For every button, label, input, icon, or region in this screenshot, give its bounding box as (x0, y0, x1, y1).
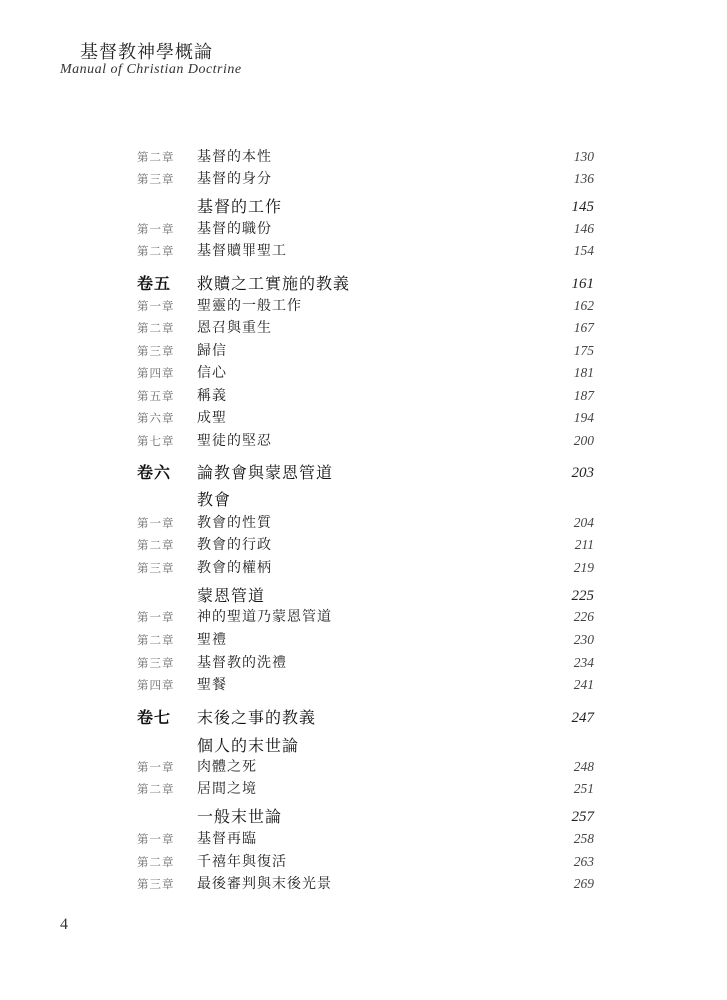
toc-title: 基督贖罪聖工 (197, 243, 287, 259)
toc-title: 基督的身分 (197, 171, 272, 187)
toc-label: 第三章 (137, 877, 175, 891)
toc-title: 恩召與重生 (197, 320, 272, 336)
toc-chapter-row (0, 407, 727, 429)
toc-label: 第三章 (137, 561, 175, 575)
toc-chapter-row (0, 534, 727, 556)
toc-label: 第三章 (137, 344, 175, 358)
toc-page-number: 154 (573, 243, 594, 258)
toc-title: 蒙恩管道 (197, 586, 266, 605)
toc-page-number: 175 (573, 343, 594, 358)
toc-page-number: 230 (573, 632, 594, 647)
toc-title: 肉體之死 (197, 759, 257, 775)
toc-page-number: 269 (573, 876, 594, 891)
toc-title: 教會的行政 (197, 537, 272, 553)
toc-title: 基督的本性 (197, 149, 272, 165)
toc-section-row (0, 806, 727, 828)
toc-page-number: 241 (573, 677, 594, 692)
running-header-en: Manual of Christian Doctrine (60, 62, 242, 77)
toc-page-number: 187 (573, 388, 594, 403)
toc-title: 末後之事的教義 (197, 708, 317, 727)
toc-label: 第七章 (137, 434, 175, 448)
toc-section-row (0, 196, 727, 218)
toc-label: 第三章 (137, 656, 175, 670)
toc-label: 卷六 (137, 463, 172, 482)
running-header-cn: 基督教神學概論 (80, 42, 213, 63)
toc-page-number: 200 (573, 433, 594, 448)
toc-chapter-row (0, 873, 727, 895)
toc-title: 最後審判與末後光景 (197, 876, 332, 892)
toc-label: 第二章 (137, 538, 175, 552)
toc-label: 第一章 (137, 299, 175, 313)
toc-page-number: 204 (573, 515, 594, 530)
toc-page-number: 161 (571, 276, 594, 292)
toc-chapter-row (0, 317, 727, 339)
toc-chapter-row (0, 218, 727, 240)
toc-title: 基督教的洗禮 (197, 655, 287, 671)
toc-label: 第四章 (137, 678, 175, 692)
toc-label: 卷七 (137, 708, 172, 727)
toc-chapter-row (0, 362, 727, 384)
toc-title: 基督的工作 (197, 197, 283, 216)
toc-title: 聖餐 (197, 677, 227, 693)
toc-label: 第一章 (137, 516, 175, 530)
toc-title: 歸信 (197, 343, 227, 359)
toc-chapter-row (0, 652, 727, 674)
toc-title: 救贖之工實施的教義 (197, 274, 351, 293)
toc-chapter-row (0, 606, 727, 628)
toc-chapter-row (0, 146, 727, 168)
toc-page-number: 203 (571, 465, 594, 481)
toc-page-number: 257 (571, 809, 594, 825)
toc-page-number: 181 (573, 365, 594, 380)
toc-chapter-row (0, 512, 727, 534)
toc-page-number: 162 (573, 298, 594, 313)
toc-label: 第三章 (137, 172, 175, 186)
toc-page-number: 211 (574, 537, 594, 552)
toc-title: 聖靈的一般工作 (197, 298, 302, 314)
toc-title: 教會的性質 (197, 515, 272, 531)
toc-page-number: 130 (573, 149, 594, 164)
toc-title: 基督的職份 (197, 221, 272, 237)
toc-chapter-row (0, 851, 727, 873)
toc-title: 居間之境 (197, 781, 257, 797)
toc-page-number: 136 (573, 171, 594, 186)
toc-label: 第四章 (137, 366, 175, 380)
toc-page-number: 225 (571, 588, 594, 604)
toc-page-number: 258 (573, 831, 594, 846)
toc-title: 信心 (197, 365, 227, 381)
toc-title: 教會的權柄 (197, 560, 272, 576)
toc-volume-row (0, 462, 727, 484)
toc-chapter-row (0, 168, 727, 190)
toc-label: 第二章 (137, 244, 175, 258)
toc-chapter-row (0, 756, 727, 778)
toc-volume-row (0, 707, 727, 729)
toc-chapter-row (0, 430, 727, 452)
toc-title: 論教會與蒙恩管道 (197, 463, 334, 482)
toc-page-number: 219 (573, 560, 594, 575)
toc-title: 一般末世論 (197, 807, 283, 826)
toc-title: 聖禮 (197, 632, 227, 648)
toc-title: 千禧年與復活 (197, 854, 287, 870)
toc-section-row (0, 735, 727, 757)
toc-chapter-row (0, 295, 727, 317)
toc-page-number: 251 (573, 781, 594, 796)
toc-section-row (0, 489, 727, 511)
toc-label: 第二章 (137, 321, 175, 335)
toc-chapter-row (0, 629, 727, 651)
toc-label: 第二章 (137, 782, 175, 796)
toc-chapter-row (0, 340, 727, 362)
toc-section-row (0, 585, 727, 607)
toc-page-number: 234 (573, 655, 594, 670)
toc-label: 第六章 (137, 411, 175, 425)
toc-chapter-row (0, 778, 727, 800)
toc-chapter-row (0, 240, 727, 262)
toc-title: 神的聖道乃蒙恩管道 (197, 609, 332, 625)
toc-page-number: 263 (573, 854, 594, 869)
toc-volume-row (0, 273, 727, 295)
toc-label: 第一章 (137, 832, 175, 846)
toc-page-number: 146 (573, 221, 594, 236)
page-number: 4 (60, 916, 68, 933)
toc-label: 第一章 (137, 222, 175, 236)
toc-chapter-row (0, 385, 727, 407)
toc-page-number: 167 (573, 320, 594, 335)
toc-page-number: 226 (573, 609, 594, 624)
toc-title: 個人的末世論 (197, 736, 300, 755)
toc-page-number: 247 (571, 710, 594, 726)
toc-label: 第二章 (137, 855, 175, 869)
toc-title: 稱義 (197, 388, 227, 404)
toc-title: 聖徒的堅忍 (197, 433, 272, 449)
toc-title: 基督再臨 (197, 831, 257, 847)
toc-label: 第五章 (137, 389, 175, 403)
toc-page-number: 145 (571, 199, 594, 215)
toc-chapter-row (0, 828, 727, 850)
toc-label: 第二章 (137, 633, 175, 647)
toc-chapter-row (0, 674, 727, 696)
toc-label: 第二章 (137, 150, 175, 164)
toc-label: 第一章 (137, 760, 175, 774)
toc-chapter-row (0, 557, 727, 579)
toc-title: 成聖 (197, 410, 227, 426)
toc-page-number: 248 (573, 759, 594, 774)
toc-label: 第一章 (137, 610, 175, 624)
toc-title: 教會 (197, 490, 232, 509)
toc-label: 卷五 (137, 274, 172, 293)
toc-page-number: 194 (573, 410, 594, 425)
